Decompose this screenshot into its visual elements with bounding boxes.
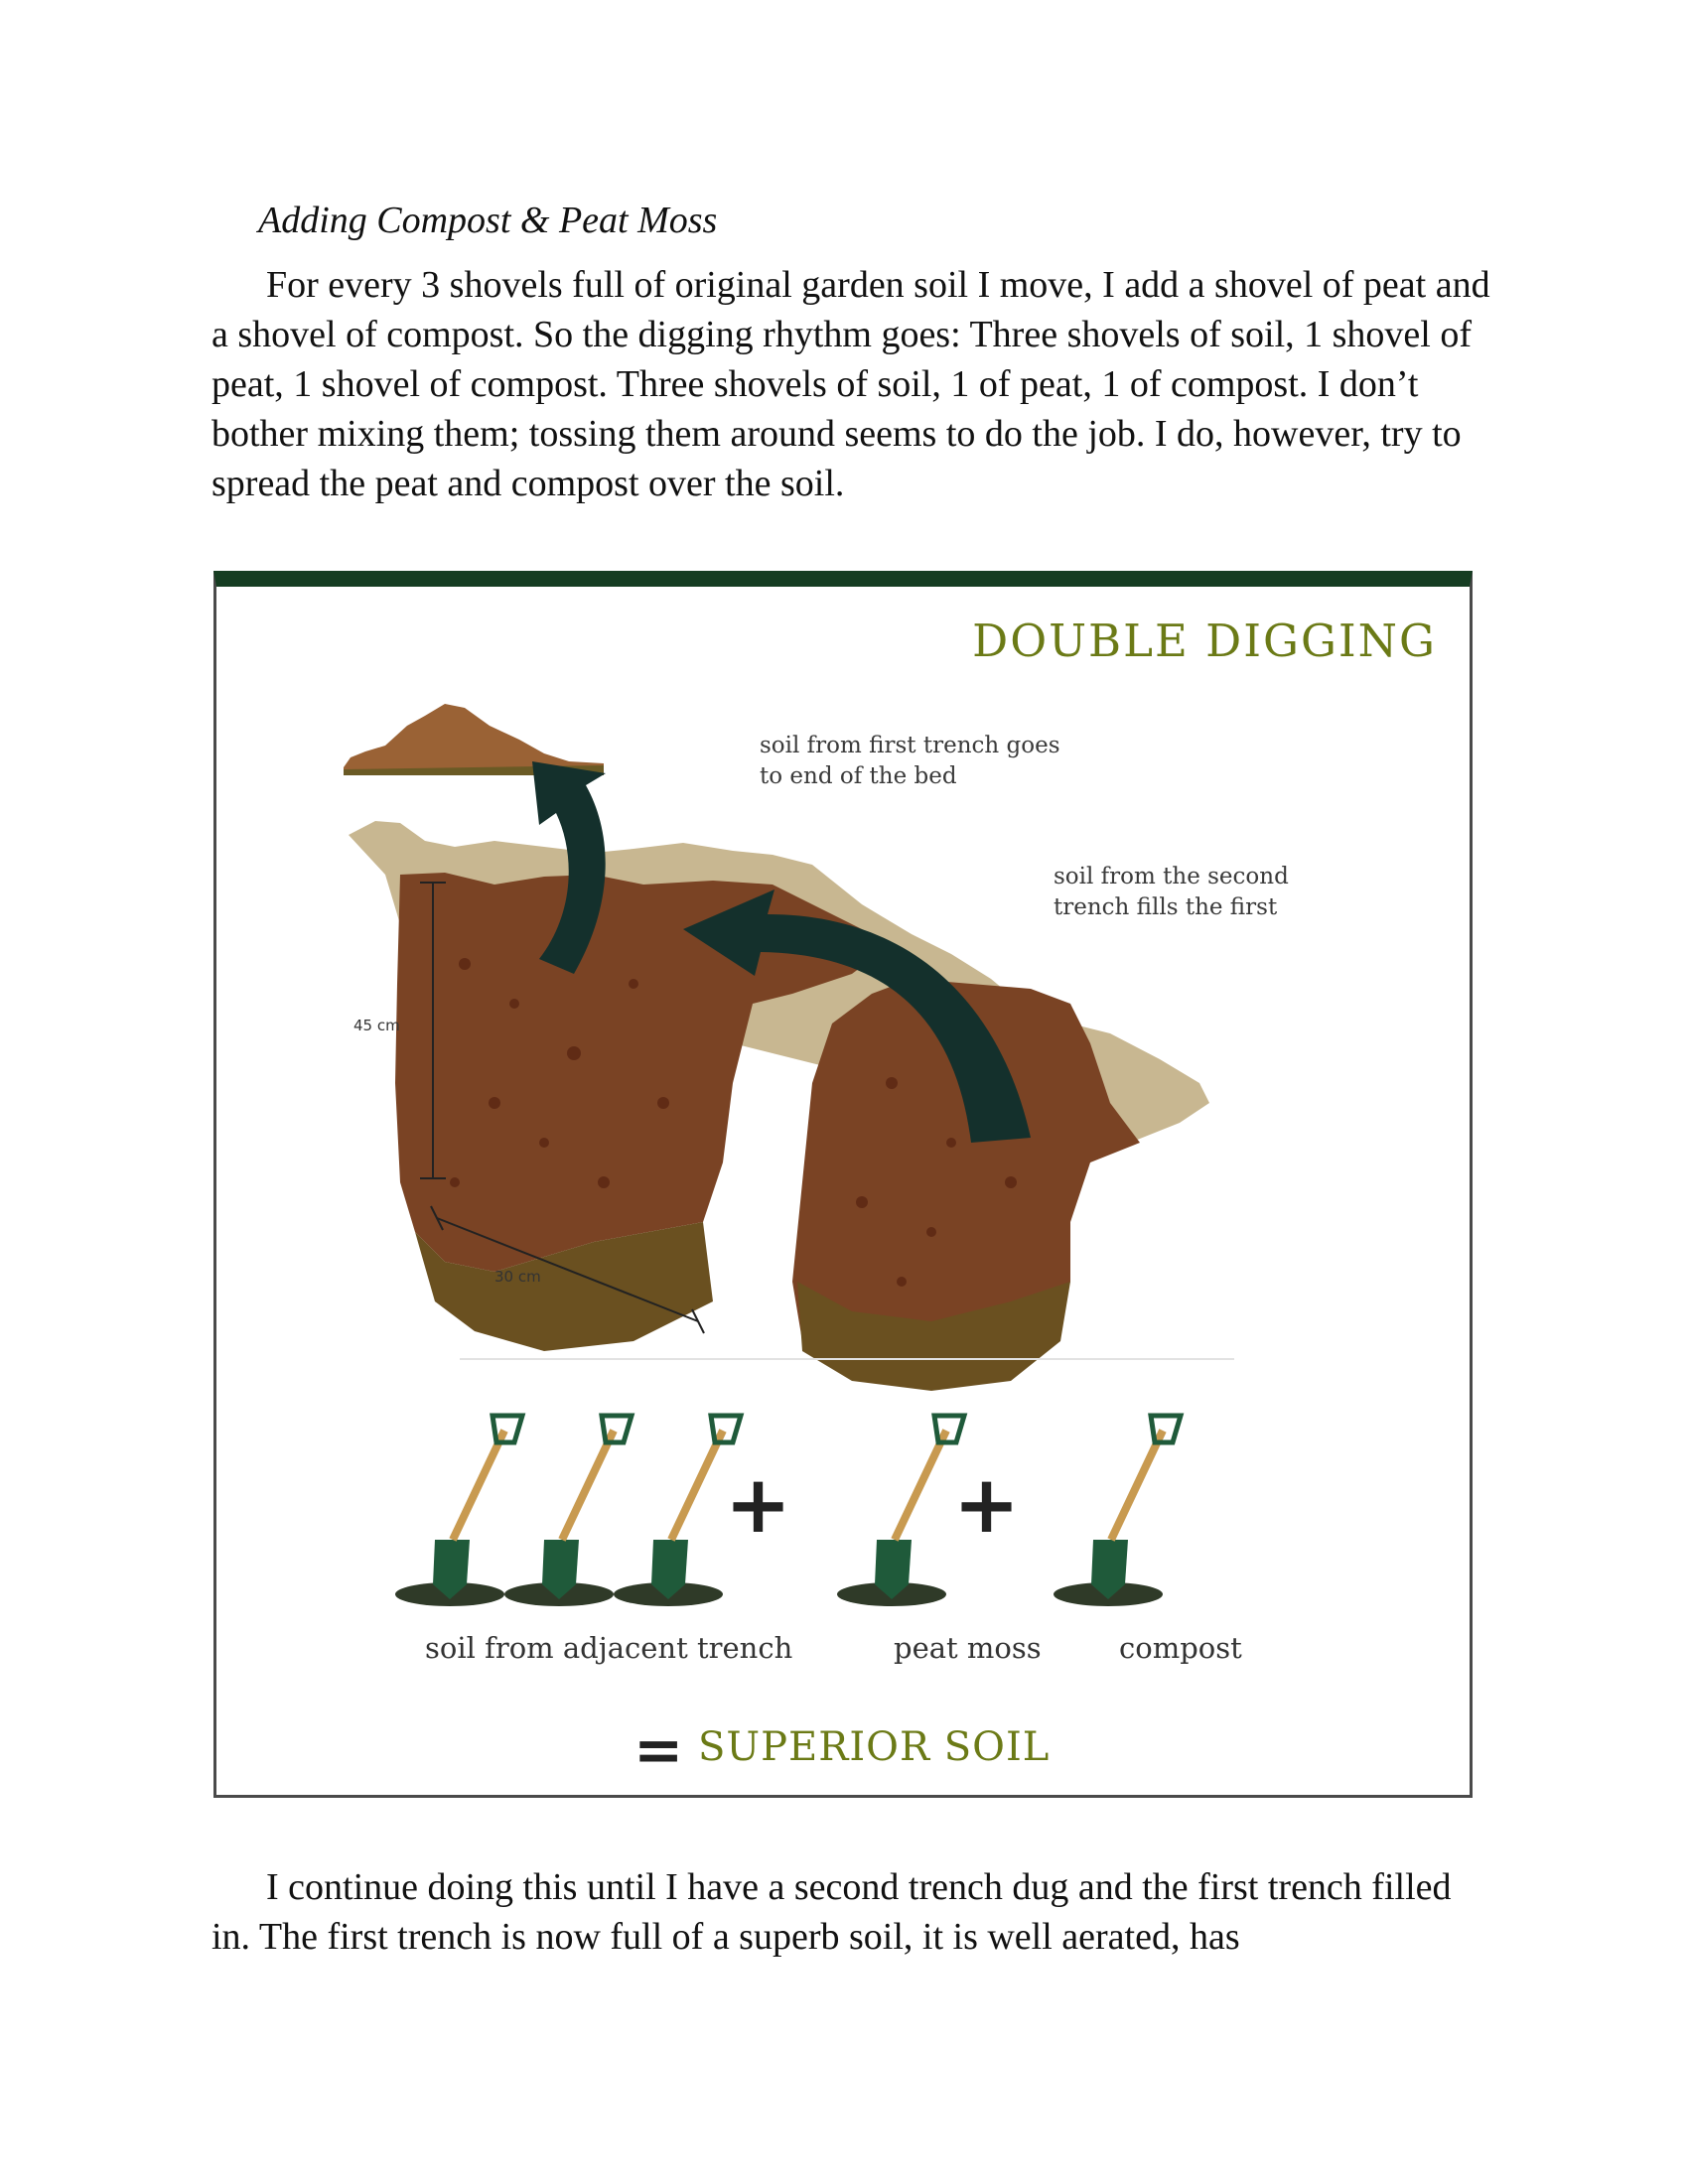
divider-line (460, 1358, 1234, 1360)
plus-sign: + (953, 1458, 1021, 1551)
section-heading: Adding Compost & Peat Moss (258, 200, 718, 241)
shovel-icon (614, 1416, 741, 1606)
depth-label: 45 cm (353, 1017, 400, 1034)
shovel-icon (504, 1416, 632, 1606)
result-label: SUPERIOR SOIL (698, 1724, 1051, 1770)
soil-pile (344, 704, 604, 772)
shovel-icon (1054, 1416, 1181, 1606)
equals-sign: = (633, 1715, 684, 1785)
paragraph-intro: For every 3 shovels full of original garden soil I move, I add a shovel of peat and a shovel of compost. So the digging rhythm goes: Three shovels of soil, 1 shovel of peat, 1 shovel of compost. Three shovels of soil, 1 of peat, 1 of compost. I don’t bother mixing them; tossing them around seems to do the job. I do, however, try to spread the peat and compost over the soil. (211, 264, 1490, 504)
note-first-trench: soil from first trench goes to end of the bed (760, 733, 1060, 789)
shovel-icon (395, 1416, 522, 1606)
plus-sign: + (725, 1458, 792, 1551)
figure-title: DOUBLE DIGGING (972, 614, 1437, 667)
shovel-row (216, 1401, 1470, 1659)
note-second-trench: soil from the second trench fills the first (1054, 864, 1289, 920)
shovel-icon (837, 1416, 964, 1606)
caption-peat: peat moss (894, 1631, 1042, 1665)
width-label: 30 cm (494, 1268, 541, 1286)
caption-soil: soil from adjacent trench (425, 1631, 793, 1665)
double-digging-figure (213, 571, 1473, 1798)
caption-compost: compost (1119, 1631, 1242, 1665)
paragraph-continue: I continue doing this until I have a second trench dug and the first trench filled in. The first trench is now full of a superb soil, it is well aerated, has (211, 1866, 1452, 1958)
